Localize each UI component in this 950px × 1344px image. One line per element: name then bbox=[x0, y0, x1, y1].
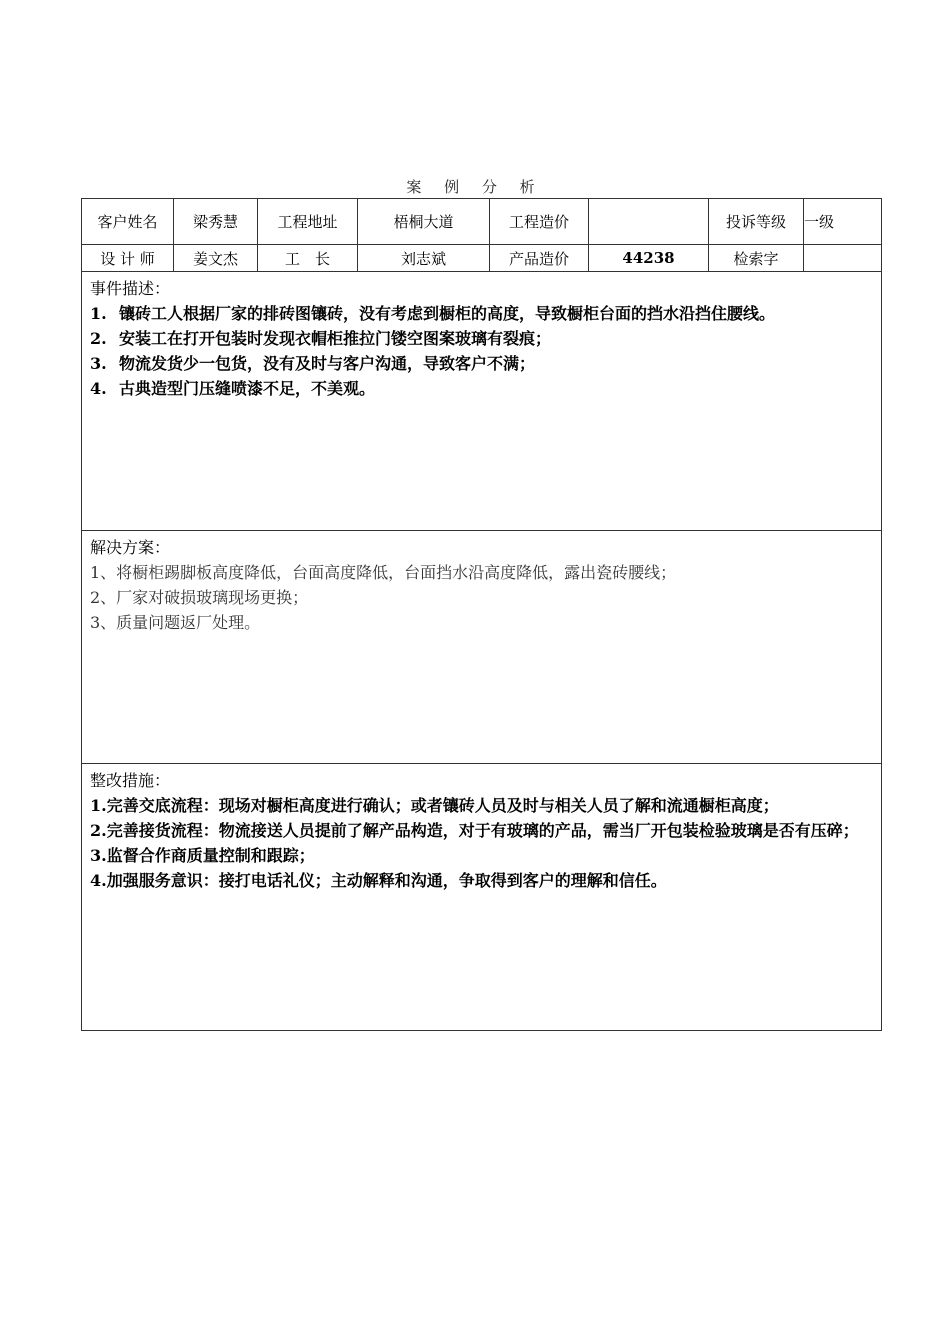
item-text: 古典造型门压缝喷漆不足，不美观。 bbox=[119, 379, 376, 398]
rectify-list bbox=[90, 793, 873, 893]
list-item bbox=[90, 351, 873, 376]
search-key-label: 检索字 bbox=[709, 245, 804, 272]
rectify-heading: 整改措施： bbox=[90, 771, 171, 790]
product-cost-label: 产品造价 bbox=[490, 245, 589, 272]
event-row bbox=[82, 272, 882, 531]
document-title: 案 例 分 析 bbox=[406, 178, 544, 196]
rectify-row bbox=[82, 764, 882, 1031]
event-heading: 事件描述： bbox=[90, 279, 171, 298]
list-item bbox=[90, 301, 873, 326]
designer-label: 设 计 师 bbox=[82, 245, 174, 272]
item-text: 物流发货少一包货，没有及时与客户沟通，导致客户不满； bbox=[119, 354, 536, 373]
list-item: 2.完善接货流程：物流接送人员提前了解产品构造，对于有玻璃的产品，需当厂开包装检验玻璃是否有压碎； bbox=[90, 821, 859, 840]
list-item bbox=[90, 376, 873, 401]
rectify-section bbox=[82, 764, 882, 1031]
header-row-2 bbox=[82, 245, 882, 272]
list-item bbox=[90, 326, 873, 351]
item-text: 镶砖工人根据厂家的排砖图镶砖，没有考虑到橱柜的高度，导致橱柜台面的挡水沿挡住腰线。 bbox=[119, 304, 776, 323]
project-address-label: 工程地址 bbox=[258, 199, 358, 245]
search-key-value bbox=[804, 245, 882, 272]
project-cost-label: 工程造价 bbox=[490, 199, 589, 245]
foreman-label: 工 长 bbox=[258, 245, 358, 272]
list-item: 2、厂家对破损玻璃现场更换； bbox=[90, 588, 309, 607]
customer-name-label: 客户姓名 bbox=[82, 199, 174, 245]
solution-list bbox=[90, 560, 873, 635]
complaint-level-value: 一级 bbox=[804, 199, 882, 245]
complaint-level-label: 投诉等级 bbox=[709, 199, 804, 245]
event-section bbox=[82, 272, 882, 531]
item-number: 3. bbox=[90, 354, 107, 373]
solution-row bbox=[82, 531, 882, 764]
item-number: 2. bbox=[90, 329, 107, 348]
list-item: 3、质量问题返厂处理。 bbox=[90, 613, 261, 632]
event-list bbox=[90, 301, 873, 401]
list-item: 4.加强服务意识：接打电话礼仪；主动解释和沟通，争取得到客户的理解和信任。 bbox=[90, 871, 667, 890]
project-address-value: 梧桐大道 bbox=[358, 199, 490, 245]
designer-value: 姜文杰 bbox=[174, 245, 258, 272]
list-item: 1、将橱柜踢脚板高度降低，台面高度降低，台面挡水沿高度降低，露出瓷砖腰线； bbox=[90, 563, 677, 582]
list-item: 3.监督合作商质量控制和跟踪； bbox=[90, 846, 315, 865]
solution-section bbox=[82, 531, 882, 764]
solution-heading: 解决方案： bbox=[90, 538, 171, 557]
item-number: 1. bbox=[90, 304, 107, 323]
product-cost-value: 44238 bbox=[589, 245, 709, 272]
header-row-1 bbox=[82, 199, 882, 245]
foreman-value: 刘志斌 bbox=[358, 245, 490, 272]
customer-name-value: 梁秀慧 bbox=[174, 199, 258, 245]
case-analysis-table bbox=[81, 198, 882, 1031]
item-number: 4. bbox=[90, 379, 107, 398]
item-text: 安装工在打开包装时发现衣帽柜推拉门镂空图案玻璃有裂痕； bbox=[119, 329, 552, 348]
project-cost-value bbox=[589, 199, 709, 245]
list-item: 1.完善交底流程：现场对橱柜高度进行确认；或者镶砖人员及时与相关人员了解和流通橱柜高度； bbox=[90, 796, 779, 815]
